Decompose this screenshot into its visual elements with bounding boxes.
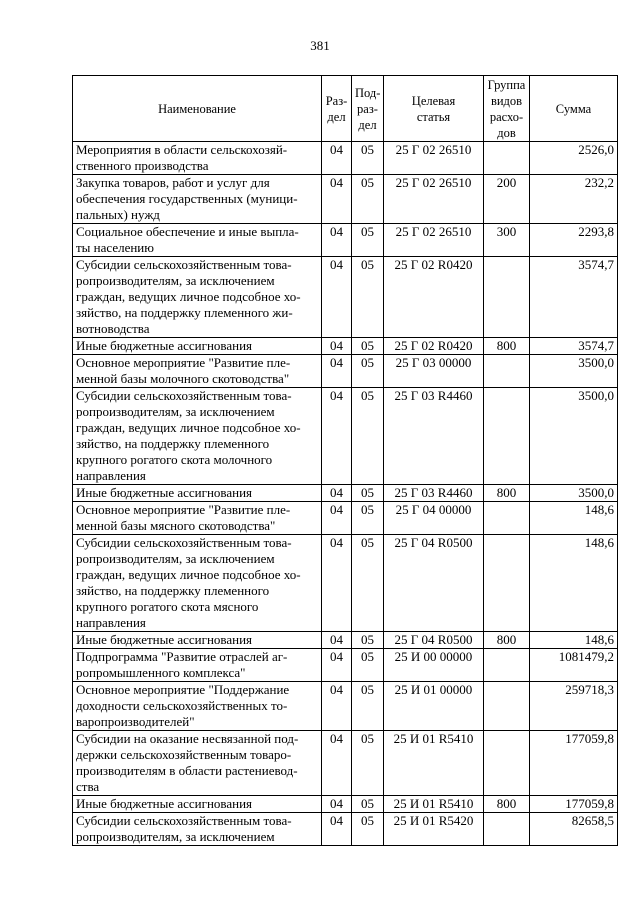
cell-podrazdel: 05 xyxy=(352,142,384,175)
cell-podrazdel: 05 xyxy=(352,731,384,796)
cell-name: Социальное обеспечение и иные выпла- ты населению xyxy=(73,224,322,257)
cell-name: Подпрограмма "Развитие отраслей аг- ропромышленного комплекса" xyxy=(73,649,322,682)
cell-podrazdel: 05 xyxy=(352,682,384,731)
cell-target: 25 Г 04 R0500 xyxy=(384,535,484,632)
cell-name: Субсидии на оказание несвязанной под- держки сельскохозяйственным товаро- производителям в области растениевод- ства xyxy=(73,731,322,796)
header-razdel: Раз- дел xyxy=(322,76,352,142)
cell-sum: 82658,5 xyxy=(530,813,618,846)
cell-podrazdel: 05 xyxy=(352,502,384,535)
cell-razdel: 04 xyxy=(322,338,352,355)
cell-sum: 3574,7 xyxy=(530,338,618,355)
table-row xyxy=(73,535,618,632)
cell-podrazdel: 05 xyxy=(352,224,384,257)
cell-group xyxy=(484,731,530,796)
table-row xyxy=(73,502,618,535)
cell-target: 25 И 01 R5420 xyxy=(384,813,484,846)
page-number: 381 xyxy=(310,38,330,53)
cell-target: 25 И 01 R5410 xyxy=(384,796,484,813)
cell-podrazdel: 05 xyxy=(352,388,384,485)
cell-podrazdel: 05 xyxy=(352,257,384,338)
header-group: Группа видов расхо- дов xyxy=(484,76,530,142)
table-row xyxy=(73,632,618,649)
cell-group xyxy=(484,813,530,846)
table-row xyxy=(73,731,618,796)
cell-razdel: 04 xyxy=(322,813,352,846)
cell-sum: 3500,0 xyxy=(530,485,618,502)
table-row xyxy=(73,355,618,388)
cell-name: Иные бюджетные ассигнования xyxy=(73,632,322,649)
cell-razdel: 04 xyxy=(322,175,352,224)
cell-group xyxy=(484,649,530,682)
cell-target: 25 Г 04 R0500 xyxy=(384,632,484,649)
cell-name: Субсидии сельскохозяйственным това- ропроизводителям, за исключением граждан, ведущих личное подсобное хо- зяйство, на поддержку племенного крупного рогатого скота мясного направления xyxy=(73,535,322,632)
cell-target: 25 И 00 00000 xyxy=(384,649,484,682)
cell-sum: 148,6 xyxy=(530,502,618,535)
cell-razdel: 04 xyxy=(322,731,352,796)
cell-group xyxy=(484,535,530,632)
cell-target: 25 Г 03 R4460 xyxy=(384,388,484,485)
cell-target: 25 Г 02 26510 xyxy=(384,142,484,175)
table-row xyxy=(73,338,618,355)
cell-razdel: 04 xyxy=(322,535,352,632)
cell-target: 25 И 01 R5410 xyxy=(384,731,484,796)
cell-target: 25 Г 03 R4460 xyxy=(384,485,484,502)
cell-name: Иные бюджетные ассигнования xyxy=(73,338,322,355)
budget-table xyxy=(72,75,618,846)
cell-group: 200 xyxy=(484,175,530,224)
cell-sum: 232,2 xyxy=(530,175,618,224)
cell-podrazdel: 05 xyxy=(352,632,384,649)
cell-podrazdel: 05 xyxy=(352,796,384,813)
cell-group: 300 xyxy=(484,224,530,257)
cell-sum: 3500,0 xyxy=(530,355,618,388)
cell-name: Закупка товаров, работ и услуг для обеспечения государственных (муници- пальных) нужд xyxy=(73,175,322,224)
table-row xyxy=(73,813,618,846)
cell-group xyxy=(484,142,530,175)
cell-razdel: 04 xyxy=(322,142,352,175)
cell-sum: 3500,0 xyxy=(530,388,618,485)
cell-group xyxy=(484,682,530,731)
cell-group xyxy=(484,355,530,388)
cell-sum: 148,6 xyxy=(530,535,618,632)
table-row xyxy=(73,796,618,813)
cell-name: Иные бюджетные ассигнования xyxy=(73,796,322,813)
cell-podrazdel: 05 xyxy=(352,813,384,846)
cell-podrazdel: 05 xyxy=(352,535,384,632)
header-sum: Сумма xyxy=(530,76,618,142)
cell-name: Мероприятия в области сельскохозяй- ственного производства xyxy=(73,142,322,175)
header-name: Наименование xyxy=(73,76,322,142)
cell-podrazdel: 05 xyxy=(352,355,384,388)
cell-razdel: 04 xyxy=(322,388,352,485)
cell-sum: 259718,3 xyxy=(530,682,618,731)
table-row xyxy=(73,142,618,175)
cell-razdel: 04 xyxy=(322,649,352,682)
cell-name: Субсидии сельскохозяйственным това- ропроизводителям, за исключением граждан, ведущих личное подсобное хо- зяйство, на поддержку племенного жи- вотноводства xyxy=(73,257,322,338)
cell-razdel: 04 xyxy=(322,632,352,649)
cell-target: 25 Г 02 R0420 xyxy=(384,257,484,338)
cell-target: 25 Г 02 26510 xyxy=(384,224,484,257)
cell-group: 800 xyxy=(484,485,530,502)
table-row xyxy=(73,485,618,502)
table-body xyxy=(73,142,618,846)
cell-razdel: 04 xyxy=(322,682,352,731)
cell-name: Основное мероприятие "Развитие пле- менной базы мясного скотоводства" xyxy=(73,502,322,535)
cell-razdel: 04 xyxy=(322,796,352,813)
cell-name: Иные бюджетные ассигнования xyxy=(73,485,322,502)
header-podrazdel: Под- раз- дел xyxy=(352,76,384,142)
cell-group xyxy=(484,388,530,485)
cell-razdel: 04 xyxy=(322,502,352,535)
table-row xyxy=(73,388,618,485)
cell-target: 25 Г 04 00000 xyxy=(384,502,484,535)
cell-sum: 2526,0 xyxy=(530,142,618,175)
cell-target: 25 Г 02 26510 xyxy=(384,175,484,224)
cell-podrazdel: 05 xyxy=(352,175,384,224)
table-row xyxy=(73,649,618,682)
cell-sum: 1081479,2 xyxy=(530,649,618,682)
table-row xyxy=(73,175,618,224)
cell-podrazdel: 05 xyxy=(352,485,384,502)
cell-target: 25 И 01 00000 xyxy=(384,682,484,731)
cell-sum: 177059,8 xyxy=(530,731,618,796)
table-row xyxy=(73,682,618,731)
cell-group: 800 xyxy=(484,796,530,813)
cell-target: 25 Г 03 00000 xyxy=(384,355,484,388)
cell-razdel: 04 xyxy=(322,224,352,257)
cell-name: Основное мероприятие "Поддержание доходности сельскохозяйственных то- варопроизводителей" xyxy=(73,682,322,731)
cell-sum: 148,6 xyxy=(530,632,618,649)
cell-name: Субсидии сельскохозяйственным това- ропроизводителям, за исключением граждан, ведущих личное подсобное хо- зяйство, на поддержку племенного крупного рогатого скота молочного направления xyxy=(73,388,322,485)
cell-name: Основное мероприятие "Развитие пле- менной базы молочного скотоводства" xyxy=(73,355,322,388)
cell-group xyxy=(484,257,530,338)
cell-group: 800 xyxy=(484,632,530,649)
cell-target: 25 Г 02 R0420 xyxy=(384,338,484,355)
cell-sum: 2293,8 xyxy=(530,224,618,257)
cell-sum: 3574,7 xyxy=(530,257,618,338)
cell-razdel: 04 xyxy=(322,355,352,388)
cell-podrazdel: 05 xyxy=(352,338,384,355)
table-row xyxy=(73,257,618,338)
cell-razdel: 04 xyxy=(322,485,352,502)
header-target: Целевая статья xyxy=(384,76,484,142)
table-header-row xyxy=(73,76,618,142)
table-row xyxy=(73,224,618,257)
cell-name: Субсидии сельскохозяйственным това- ропроизводителям, за исключением xyxy=(73,813,322,846)
cell-razdel: 04 xyxy=(322,257,352,338)
cell-sum: 177059,8 xyxy=(530,796,618,813)
cell-group: 800 xyxy=(484,338,530,355)
cell-group xyxy=(484,502,530,535)
cell-podrazdel: 05 xyxy=(352,649,384,682)
